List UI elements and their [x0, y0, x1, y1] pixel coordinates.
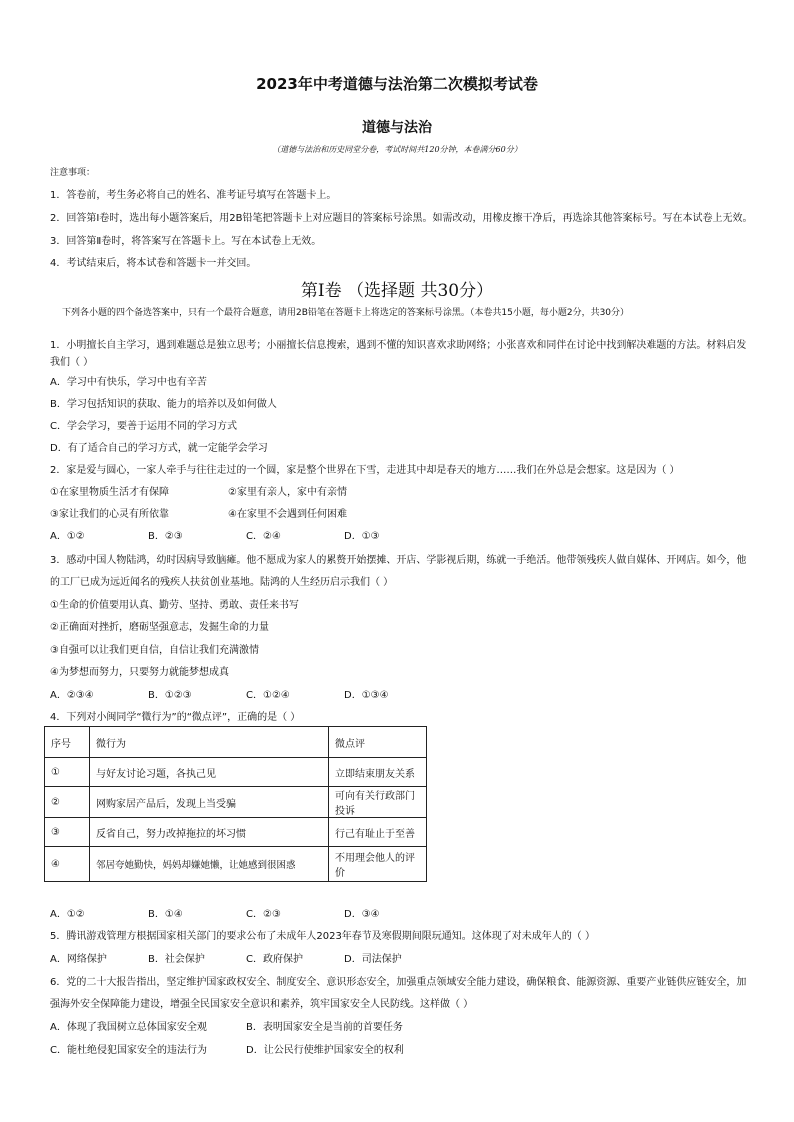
q2-stem: 2．家是爱与圆心，一家人牵手与往往走过的一个圆，家是整个世界在下雪，走进其中却是春天的地方……我们在外总是会想家。这是因为（ ）: [50, 465, 680, 476]
q4-choice: D．③④: [344, 909, 380, 920]
q3-stem-cont: 的工厂已成为远近闻名的残疾人扶贫创业基地。陆鸿的人生经历启示我们（ ）: [50, 577, 394, 588]
note-item: 3．回答第Ⅱ卷时，将答案写在答题卡上。写在本试卷上无效。: [50, 236, 322, 247]
exam-title: 2023年中考道德与法治第二次模拟考试卷: [256, 75, 538, 93]
table-cell: 反省自己，努力改掉拖拉的坏习惯: [90, 818, 329, 847]
note-item: 4．考试结束后，将本试卷和答题卡一并交回。: [50, 258, 257, 269]
table-header: 微点评: [329, 727, 427, 758]
table-row: [45, 758, 427, 787]
table-cell: ②: [45, 787, 90, 818]
table-cell: ③: [45, 818, 90, 847]
table-header: 微行为: [90, 727, 329, 758]
q1-stem: 1．小明擅长自主学习，遇到难题总是独立思考；小丽擅长信息搜索，遇到不懂的知识喜欢求助网络；小张喜欢和同伴在讨论中找到解决难题的方法。材料启发: [50, 340, 747, 351]
q3-choice: B．①②③: [148, 690, 192, 701]
q1-option: A．学习中有快乐，学习中也有辛苦: [50, 377, 207, 388]
table-cell: ①: [45, 758, 90, 787]
q6-stem: 6．党的二十大报告指出，坚定维护国家政权安全、制度安全、意识形态安全，加强重点领域安全能力建设，确保粮食、能源资源、重要产业链供应链安全，加: [50, 977, 747, 988]
q1-option: B．学习包括知识的获取、能力的培养以及如何做人: [50, 399, 277, 410]
q6-choice: C．能杜绝侵犯国家安全的违法行为: [50, 1045, 207, 1056]
subject-title: 道德与法治: [362, 120, 432, 136]
q6-choice: A．体现了我国树立总体国家安全观: [50, 1022, 207, 1033]
q3-statement: ④为梦想而努力，只要努力就能梦想成真: [50, 667, 229, 678]
table-row: [45, 847, 427, 882]
note-item: 2．回答第Ⅰ卷时，选出每小题答案后，用2B铅笔把答题卡上对应题目的答案标号涂黑。如需改动，用橡皮擦干净后，再选涂其他答案标号。写在本试卷上无效。: [50, 213, 753, 224]
q6-choices-row: [50, 1018, 403, 1033]
q2-statement: ③家让我们的心灵有所依靠: [50, 509, 169, 520]
table-header-row: [45, 727, 427, 758]
q2-choice: C．②④: [246, 531, 281, 542]
table-row: [45, 818, 427, 847]
q5-choice: C．政府保护: [246, 954, 303, 965]
q3-statement: ③自强可以让我们更自信，自信让我们充满激情: [50, 645, 259, 656]
q1-stem-cont: 我们（ ）: [50, 357, 94, 368]
q3-statement: ②正确面对挫折，磨砺坚强意志，发掘生命的力量: [50, 622, 269, 633]
q3-choice: D．①③④: [344, 690, 389, 701]
table-cell: 可向有关行政部门投诉: [329, 787, 427, 818]
section-heading: 第Ⅰ卷 （选择题 共30分）: [300, 281, 494, 301]
notes-heading: 注意事项：: [50, 168, 96, 178]
q3-choice: A．②③④: [50, 690, 94, 701]
q5-choices: [50, 950, 402, 965]
table-row: [45, 787, 427, 818]
q6-choices-row: [50, 1041, 404, 1056]
q2-choice: D．①③: [344, 531, 380, 542]
table-cell: 邻居夸她勤快，妈妈却嫌她懒，让她感到很困惑: [90, 847, 329, 882]
q5-choice: A．网络保护: [50, 954, 107, 965]
q6-choice: D．让公民行使维护国家安全的权利: [246, 1045, 404, 1056]
q3-choices: [50, 686, 389, 701]
table-cell: ④: [45, 847, 90, 882]
q4-choices: [50, 905, 380, 920]
q4-choice: C．②③: [246, 909, 281, 920]
q2-statements-row: [50, 505, 347, 520]
table-cell: 行己有耻止于至善: [329, 818, 427, 847]
section-instruction: 下列各小题的四个备选答案中，只有一个最符合题意，请用2B铅笔在答题卡上将选定的答案标号涂黑。（本卷共15小题，每小题2分，共30分）: [62, 308, 630, 318]
q2-statement: ②家里有亲人，家中有亲情: [228, 487, 347, 498]
table-cell: 与好友讨论习题，各执己见: [90, 758, 329, 787]
q4-table: [44, 726, 427, 882]
q4-stem: 4．下列对小闽同学“微行为”的“微点评”，正确的是（ ）: [50, 712, 301, 723]
q3-statement: ①生命的价值要用认真、勤劳、坚持、勇敢、责任来书写: [50, 600, 299, 611]
table-cell: 立即结束朋友关系: [329, 758, 427, 787]
q6-choice: B．表明国家安全是当前的首要任务: [246, 1022, 403, 1033]
q3-stem: 3．感动中国人物陆鸿，幼时因病导致脑瘫。他不愿成为家人的累赘开始摆摊、开店、学影视后期，练就一手绝活。他带领残疾人做自媒体、开网店。如今，他: [50, 555, 747, 566]
q5-choice: D．司法保护: [344, 954, 402, 965]
q2-choice: A．①②: [50, 531, 85, 542]
table-cell: 网购家居产品后，发现上当受骗: [90, 787, 329, 818]
q2-choice: B．②③: [148, 531, 183, 542]
q2-choices: [50, 527, 380, 542]
exam-subnote: （道德与法治和历史同堂分卷，考试时间共120分钟，本卷满分60分）: [272, 145, 522, 154]
q5-stem: 5．腾讯游戏管理方根据国家相关部门的要求公布了未成年人2023年春节及寒假期间限玩通知。这体现了对未成年人的（ ）: [50, 931, 595, 942]
q6-stem-cont: 强海外安全保障能力建设，增强全民国家安全意识和素养，筑牢国家安全人民防线。这样做（ ）: [50, 999, 474, 1010]
q1-option: D．有了适合自己的学习方式，就一定能学会学习: [50, 443, 268, 454]
note-item: 1．答卷前，考生务必将自己的姓名、准考证号填写在答题卡上。: [50, 190, 337, 201]
q5-choice: B．社会保护: [148, 954, 205, 965]
q2-statements-row: [50, 483, 347, 498]
q2-statement: ①在家里物质生活才有保障: [50, 487, 169, 498]
q3-choice: C．①②④: [246, 690, 290, 701]
q4-choice: B．①④: [148, 909, 183, 920]
table-cell: 不用理会他人的评价: [329, 847, 427, 882]
q4-choice: A．①②: [50, 909, 85, 920]
q1-option: C．学会学习，要善于运用不同的学习方式: [50, 421, 237, 432]
q2-statement: ④在家里不会遇到任何困难: [228, 509, 347, 520]
table-header: 序号: [45, 727, 90, 758]
